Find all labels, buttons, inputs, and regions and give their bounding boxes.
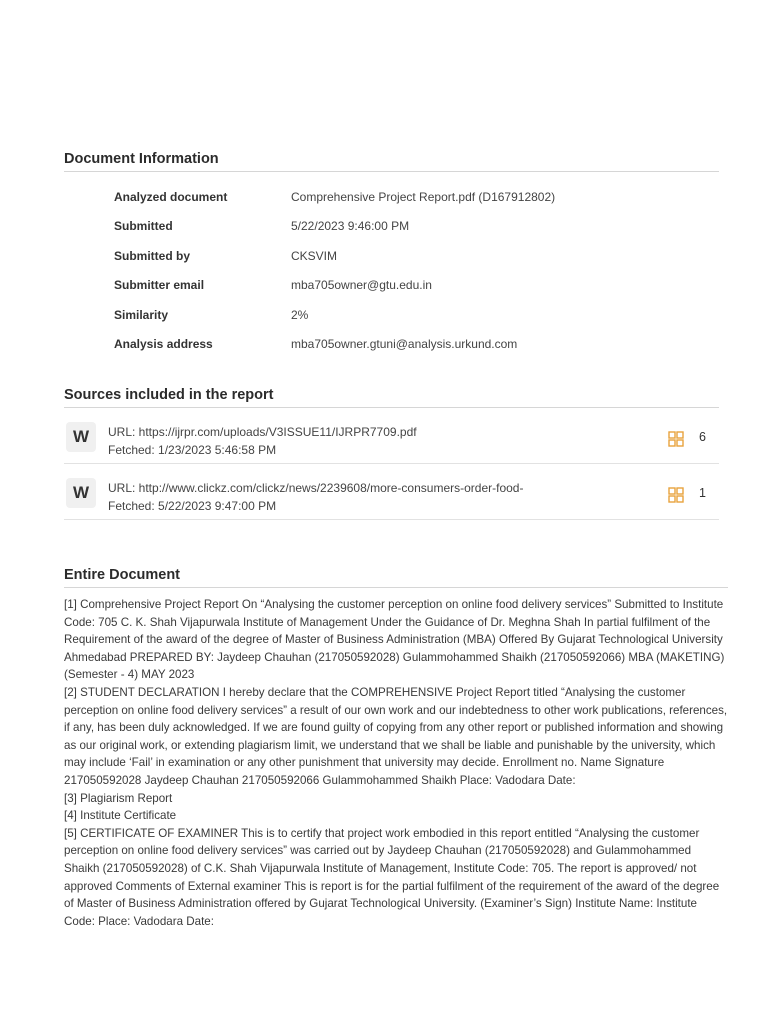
info-value: 2%	[291, 307, 309, 322]
source-url[interactable]: URL: http://www.clickz.com/clickz/news/2239608/more-consumers-order-food-	[108, 481, 524, 495]
info-value: mba705owner.gtuni@analysis.urkund.com	[291, 336, 518, 351]
info-label: Submitted	[114, 219, 173, 234]
info-value: mba705owner@gtu.edu.in	[291, 278, 432, 293]
info-label: Submitter email	[114, 278, 205, 293]
source-fetched: Fetched: 1/23/2023 5:46:58 PM	[108, 443, 277, 457]
source-url[interactable]: URL: https://ijrpr.com/uploads/V3ISSUE11/IJRPR7709.pdf	[108, 425, 417, 439]
info-row-similarity	[114, 308, 719, 337]
info-value: 5/22/2023 9:46:00 PM	[291, 219, 410, 234]
web-source-badge-icon: W	[66, 478, 96, 508]
info-row-submitted-by	[114, 249, 719, 278]
sources-title: Sources included in the report	[64, 387, 719, 408]
info-label: Analyzed document	[114, 190, 228, 204]
source-details	[108, 479, 628, 515]
document-information-table	[114, 190, 719, 366]
source-match-count: 6	[699, 430, 706, 444]
info-label: Similarity	[114, 307, 169, 322]
document-paragraph: [3] Plagiarism Report	[64, 791, 173, 805]
entire-document-section	[64, 567, 728, 930]
entire-document-body	[64, 596, 728, 930]
entire-document-title: Entire Document	[64, 567, 728, 588]
info-label: Submitted by	[114, 248, 191, 263]
document-paragraph: [4] Institute Certificate	[64, 809, 177, 823]
info-row-submitter-email	[114, 278, 719, 307]
source-item[interactable]	[64, 464, 719, 520]
source-match-count: 1	[699, 486, 706, 500]
info-label: Analysis address	[114, 336, 213, 351]
document-paragraph: [1] Comprehensive Project Report On “Analysing the customer perception on online food delivery services” Submitted to Institute Code: 705 C. K. Shah Vijapurwala Institute of Management Under the Guidance of Dr. Meghna Shah In partial fulfilment of the Requirement of the award of the degree of Master of Business Administration (MBA) Offered By Gujarat Technological University Ahmedabad PREPARED BY: Jaydeep Chauhan (217050592028) Gulammohammed Shaikh (217050592066) MBA (MAKETING) (Semester - 4) MAY 2023	[64, 598, 725, 682]
web-source-badge-icon: W	[66, 422, 96, 452]
document-paragraph: [5] CERTIFICATE OF EXAMINER This is to certify that project work embodied in this report entitled “Analysing the customer perception on online food delivery services” was carried out by Jaydeep Chauhan (217050592028) and Gulammohammed Shaikh (217050592028) of C.K. Shah Vijapurwala Institute of Management, Institute Code: 705. The report is approved/ not approved Comments of External examiner This is report is for the partial fulfilment of the requirement of the award of the degree of Master of Business Administration offered by Gujarat Technological University. (Examiner’s Sign) Institute Name: Institute Code: Place: Vadodara Date:	[64, 826, 720, 928]
info-row-submitted	[114, 219, 719, 248]
info-value: CKSVIM	[291, 248, 338, 263]
document-paragraph: [2] STUDENT DECLARATION I hereby declare that the COMPREHENSIVE Project Report titled “Analysing the customer perception on online food delivery services” a result of our own work and our indebtedness to other work publications, references, if any, has been duly acknowledged. If we are found guilty of copying from any other report or published information and showing as our original work, or extending plagiarism limit, we understand that we shall be liable and punishable by the university, which may include ‘Fail’ in examination or any other punishment that university may decide. Enrollment no. Name Signature 217050592028 Jaydeep Chauhan 217050592066 Gulammohammed Shaikh Place: Vadodara Date:	[64, 685, 728, 787]
document-information-title: Document Information	[64, 151, 719, 172]
match-blocks-icon[interactable]	[668, 487, 684, 503]
source-item[interactable]	[64, 408, 719, 464]
info-value: Comprehensive Project Report.pdf (D167912802)	[291, 190, 556, 204]
source-fetched: Fetched: 5/22/2023 9:47:00 PM	[108, 499, 277, 513]
info-row-analyzed-document	[114, 190, 719, 219]
match-blocks-icon[interactable]	[668, 431, 684, 447]
sources-section	[64, 387, 719, 520]
source-details	[108, 423, 628, 459]
document-information-section	[64, 151, 719, 366]
info-row-analysis-address	[114, 337, 719, 366]
